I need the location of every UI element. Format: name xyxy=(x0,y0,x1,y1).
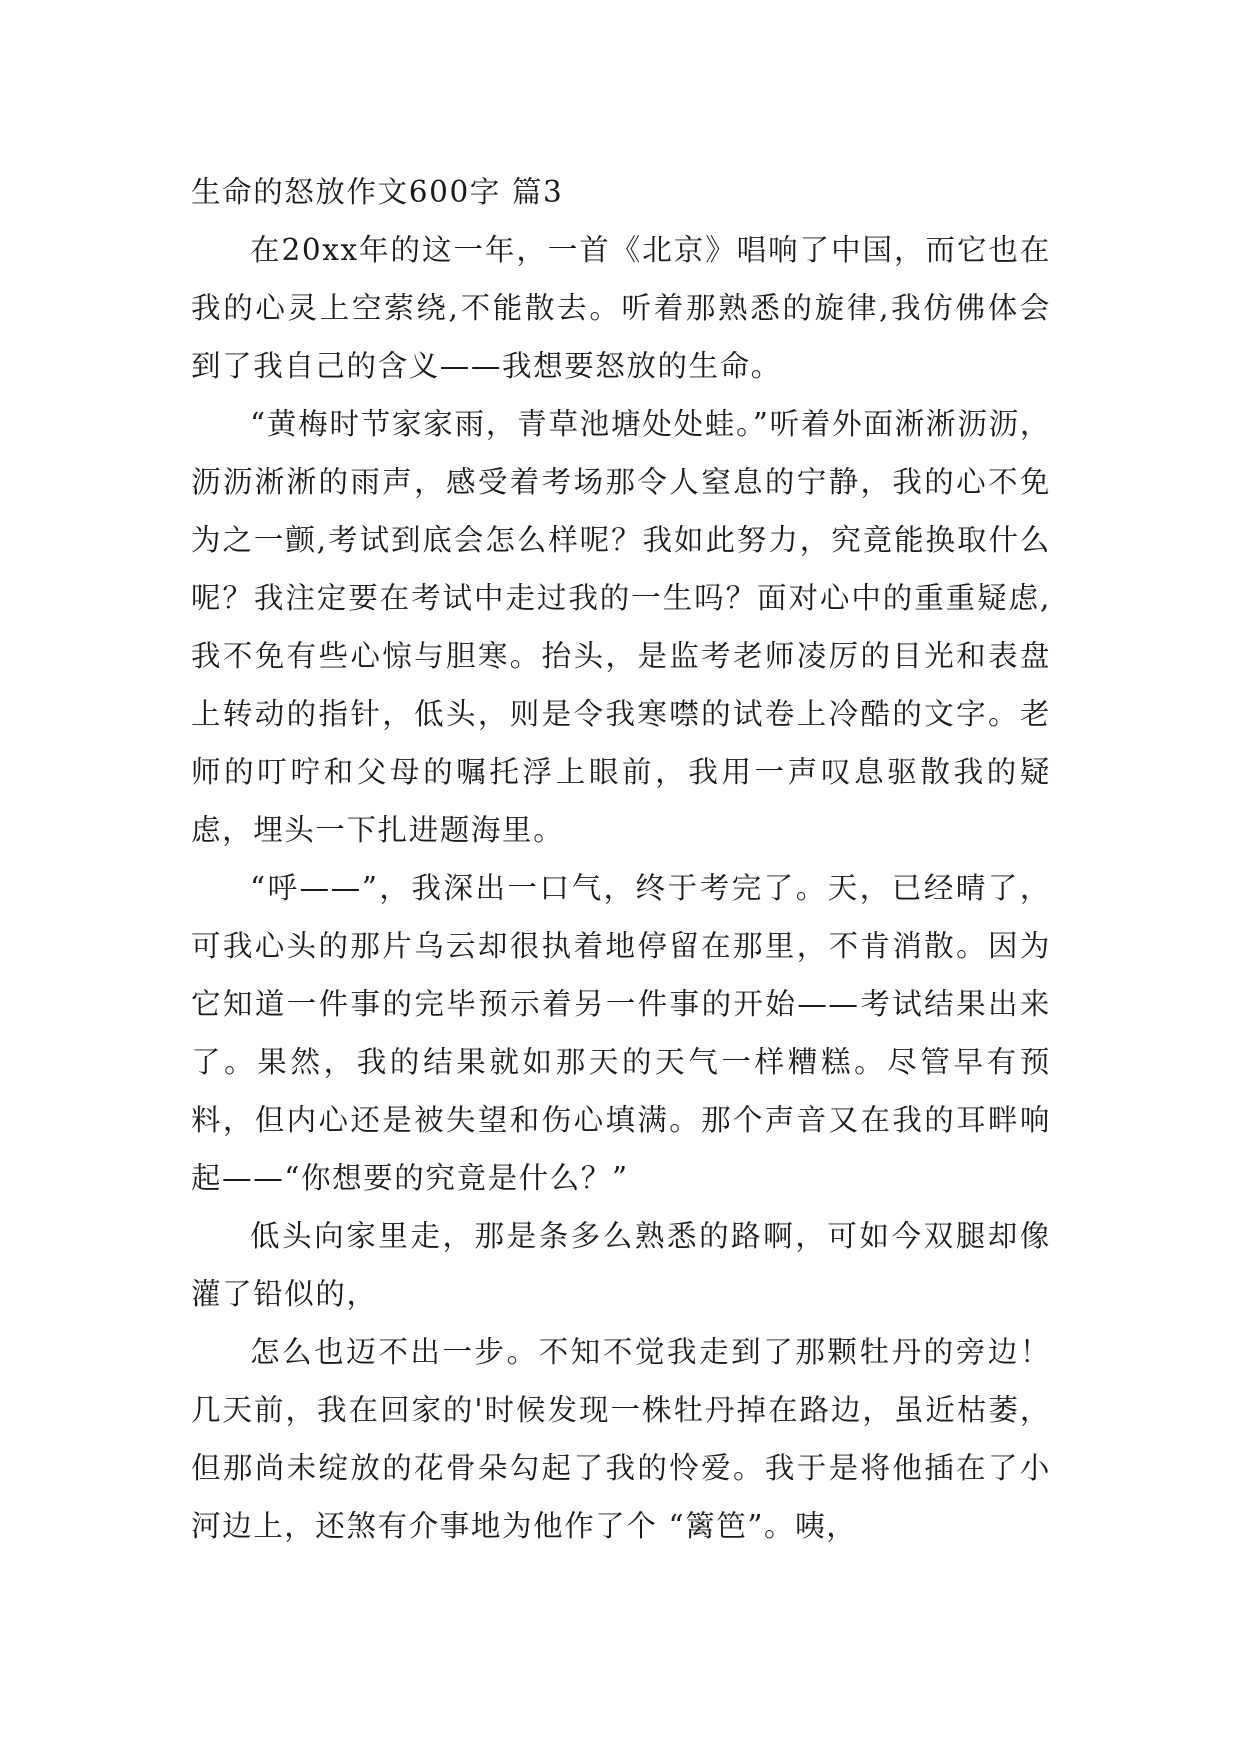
paragraph-2: “黄梅时节家家雨，青草池塘处处蛙。”听着外面淅淅沥沥，沥沥淅淅的雨声，感受着考场那令人窒息的宁静，我的心不免为之一颤,考试到底会怎么样呢？我如此努力，究竟能换取什么呢？我注定要在考试中走过我的一生吗？面对心中的重重疑虑,我不免有些心惊与胆寒。抬头，是监考老师凌厉的目光和表盘上转动的指针，低头，则是令我寒噤的试卷上冷酷的文字。老师的叮咛和父母的嘱托浮上眼前，我用一声叹息驱散我的疑虑，埋头一下扎进题海里。 xyxy=(191,407,1051,847)
essay-title: 生命的怒放作文600字 篇3 xyxy=(191,175,564,209)
essay-body xyxy=(191,163,1051,1555)
paragraph-5: 怎么也迈不出一步。不知不觉我走到了那颗牡丹的旁边！几天前，我在回家的'时候发现一株牡丹掉在路边，虽近枯萎，但那尚未绽放的花骨朵勾起了我的怜爱。我于是将他插在了小河边上，还煞有介事地为他作了个 “篱笆”。咦， xyxy=(191,1335,1051,1543)
paragraph-1: 在20xx年的这一年，一首《北京》唱响了中国，而它也在我的心灵上空萦绕,不能散去。听着那熟悉的旋律,我仿佛体会到了我自己的含义——我想要怒放的生命。 xyxy=(191,233,1051,383)
paragraph-3: “呼——”，我深出一口气，终于考完了。天，已经晴了，可我心头的那片乌云却很执着地停留在那里，不肯消散。因为它知道一件事的完毕预示着另一件事的开始——考试结果出来了。果然，我的结果就如那天的天气一样糟糕。尽管早有预料，但内心还是被失望和伤心填满。那个声音又在我的耳畔响起——“你想要的究竟是什么？” xyxy=(191,871,1051,1195)
paragraph-4: 低头向家里走，那是条多么熟悉的路啊，可如今双腿却像灌了铅似的， xyxy=(191,1219,1051,1311)
